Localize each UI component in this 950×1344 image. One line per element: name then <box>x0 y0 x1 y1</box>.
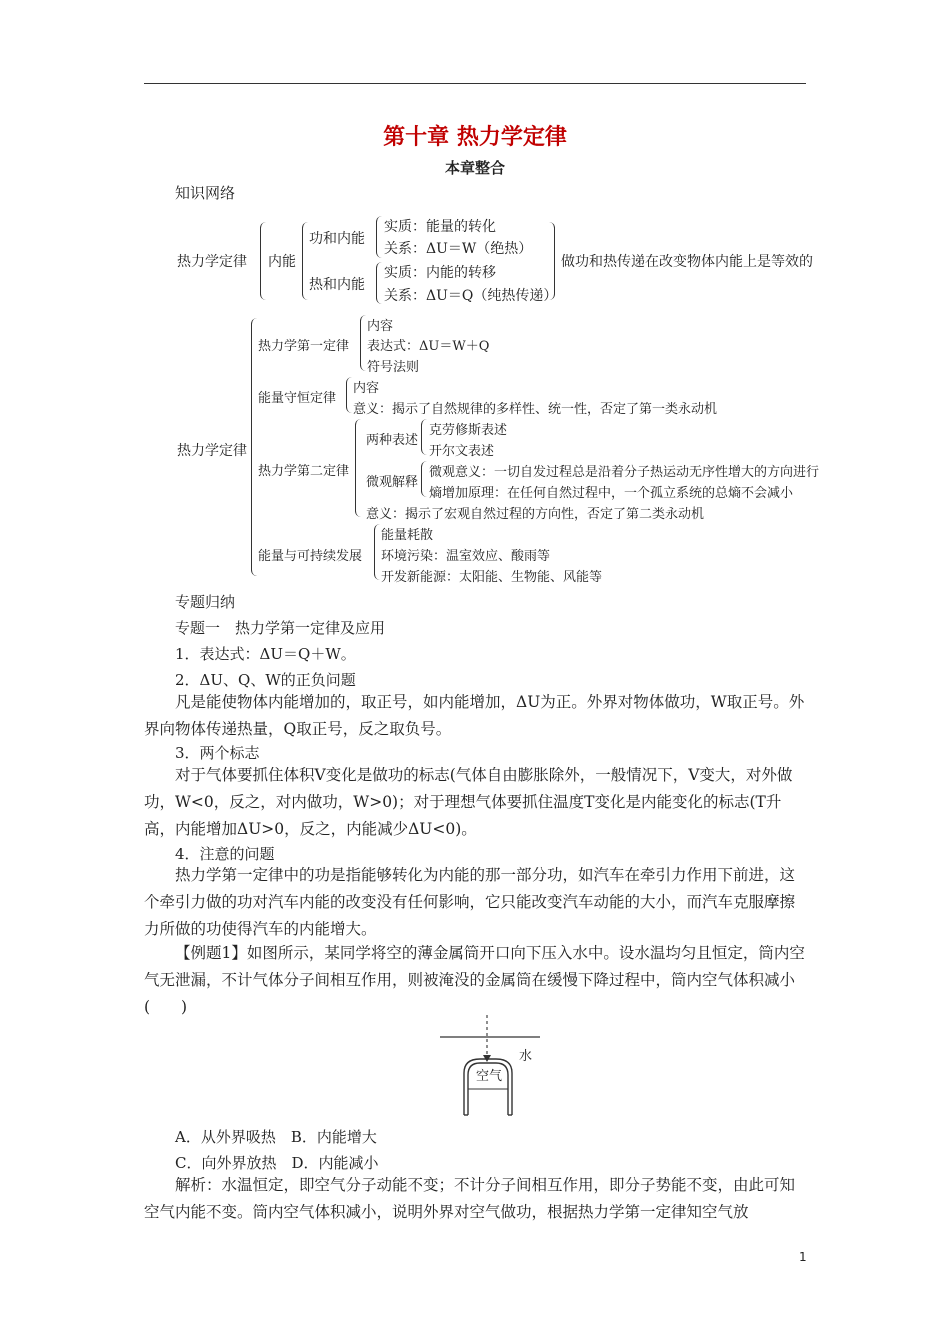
tree1-heat-relation: 关系：ΔU＝Q（纯热传递） <box>384 288 558 304</box>
tree2-micro: 微观解释 <box>366 475 419 490</box>
knowledge-network-heading: 知识网络 <box>175 184 236 202</box>
tree2-two-statements: 两种表述 <box>366 433 419 448</box>
tree1-work: 功和内能 <box>309 231 365 247</box>
point-2: 2．ΔU、Q、W的正负问题 <box>175 671 356 689</box>
tree2-brace-cons <box>346 377 352 413</box>
tree2-root: 热力学定律 <box>177 443 247 459</box>
paragraph-notes: 热力学第一定律中的功是指能够转化为内能的那一部分功，如汽车在牵引力作用下前进，这个牵引力做的功对汽车内能的改变没有任何影响，它只能改变汽车动能的大小，而汽车克服摩擦力所做的功使得汽车的内能增大。 <box>144 866 796 938</box>
tree2-first-expression: 表达式：ΔU＝W＋Q <box>367 339 490 354</box>
tree2-entropy: 熵增加原理：在任何自然过程中，一个孤立系统的总熵不会减小 <box>429 486 794 501</box>
tree2-conservation: 能量守恒定律 <box>258 391 337 406</box>
tree2-clausius: 克劳修斯表述 <box>429 423 508 438</box>
tree2-dissipation: 能量耗散 <box>381 528 434 543</box>
tree1-brace-1 <box>260 222 267 300</box>
tree2-cons-meaning: 意义：揭示了自然规律的多样性、统一性，否定了第一类永动机 <box>353 402 718 417</box>
options-cd: C．向外界放热 D．内能减小 <box>175 1154 379 1172</box>
tree1-work-essence: 实质：能量的转化 <box>384 219 496 235</box>
figure-water-label: 水 <box>519 1049 533 1064</box>
example-1: 【例题1】如图所示，某同学将空的薄金属筒开口向下压入水中。设水温均匀且恒定，筒内空气无泄漏，不计气体分子间相互作用，则被淹没的金属筒在缓慢下降过程中，筒内空气体积减小( ) <box>144 944 805 1016</box>
tree1-root: 热力学定律 <box>177 254 247 270</box>
tree2-kelvin: 开尔文表述 <box>429 444 495 459</box>
tree2-brace-main <box>251 318 258 576</box>
summary-heading: 专题归纳 <box>175 593 236 611</box>
tree2-second-law: 热力学第二定律 <box>258 464 350 479</box>
tree1-conclusion: 做功和热传递在改变物体内能上是等效的 <box>561 254 813 270</box>
tree1-brace-right <box>548 222 555 300</box>
options-ab: A．从外界吸热 B．内能增大 <box>175 1128 377 1146</box>
tree2-first-content: 内容 <box>367 319 394 334</box>
header-rule <box>144 83 806 84</box>
point-3: 3．两个标志 <box>175 744 260 762</box>
analysis: 解析：水温恒定，即空气分子动能不变；不计分子间相互作用，即分子势能不变，由此可知空气内能不变。筒内空气体积减小，说明外界对空气做功，根据热力学第一定律知空气放 <box>144 1176 796 1221</box>
tree1-work-relation: 关系：ΔU＝W（绝热） <box>384 241 533 257</box>
topic-1-heading: 专题一 热力学第一定律及应用 <box>175 619 386 637</box>
tree2-brace-two <box>421 419 427 455</box>
chapter-title: 第十章 热力学定律 <box>383 124 567 150</box>
paragraph-sign-rule: 凡是能使物体内能增加的，取正号，如内能增加，ΔU为正。外界对物体做功，W取正号。外界向物体传递热量，Q取正号，反之取负号。 <box>144 693 805 738</box>
tree1-heat-essence: 实质：内能的转移 <box>384 265 496 281</box>
tree1-brace-2 <box>302 222 309 300</box>
tree1-inner-energy: 内能 <box>268 254 296 270</box>
tree1-brace-4 <box>376 262 382 304</box>
tree1-brace-3 <box>376 216 382 258</box>
page-number: 1 <box>799 1250 807 1264</box>
point-4: 4．注意的问题 <box>175 845 275 863</box>
tree1-heat: 热和内能 <box>309 277 365 293</box>
tree2-brace-first <box>360 315 366 371</box>
point-1: 1．表达式：ΔU＝Q＋W。 <box>175 645 356 663</box>
tree2-new-energy: 开发新能源：太阳能、生物能、风能等 <box>381 570 603 585</box>
figure-air-label: 空气 <box>476 1069 503 1084</box>
tree2-second-meaning: 意义：揭示了宏观自然过程的方向性，否定了第二类永动机 <box>366 507 705 522</box>
tree2-cons-content: 内容 <box>353 381 380 396</box>
tree2-first-sign: 符号法则 <box>367 360 420 375</box>
tree2-micro-meaning: 微观意义：一切自发过程总是沿着分子热运动无序性增大的方向进行 <box>429 465 820 480</box>
paragraph-two-signs: 对于气体要抓住体积V变化是做功的标志(气体自由膨胀除外，一般情况下，V变大，对外做功，W<0，反之，对内做功，W>0)；对于理想气体要抓住温度T变化是内能变化的标志(T升高，内能增加ΔU>0，反之，内能减少ΔU<0)。 <box>144 766 793 838</box>
tree2-first-law: 热力学第一定律 <box>258 339 350 354</box>
tree2-brace-second <box>355 419 361 517</box>
chapter-subtitle: 本章整合 <box>444 159 505 177</box>
tree2-pollution: 环境污染：温室效应、酸雨等 <box>381 549 551 564</box>
tree2-brace-sust <box>374 524 380 580</box>
tree2-sustainable: 能量与可持续发展 <box>258 549 363 564</box>
tree2-brace-micro <box>421 461 427 497</box>
